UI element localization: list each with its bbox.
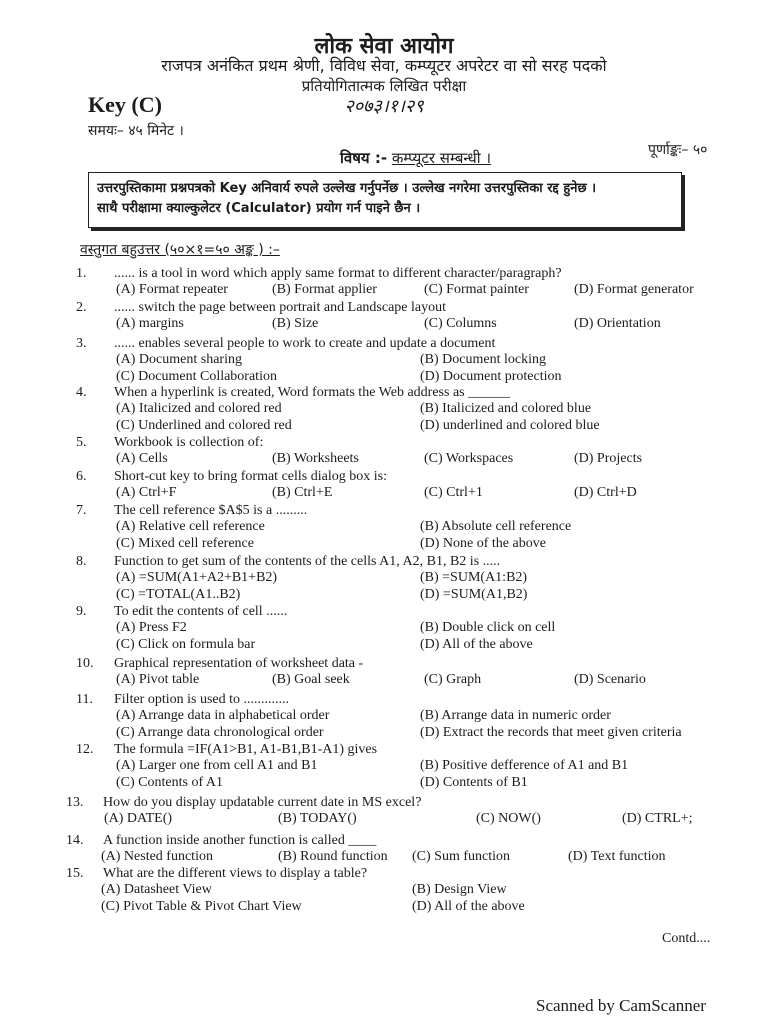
answer-option: (C) Arrange data chronological order bbox=[116, 725, 324, 740]
answer-option: (A) Relative cell reference bbox=[116, 519, 265, 534]
answer-option: (C) Document Collaboration bbox=[116, 369, 277, 384]
answer-option: (B) Ctrl+E bbox=[272, 485, 333, 500]
question-number: 12. bbox=[76, 742, 94, 757]
section-heading: वस्तुगत बहुउत्तर (५०×१=५० अङ्क ) :– bbox=[80, 242, 280, 258]
question-text: What are the different views to display a table? bbox=[103, 866, 368, 881]
question-number: 15. bbox=[66, 866, 84, 881]
answer-option: (B) =SUM(A1:B2) bbox=[420, 570, 528, 585]
answer-option: (B) Italicized and colored blue bbox=[420, 401, 592, 416]
answer-option: (A) Italicized and colored red bbox=[116, 401, 282, 416]
question-number: 7. bbox=[76, 503, 87, 518]
answer-option: (D) =SUM(A1,B2) bbox=[420, 587, 528, 602]
answer-option: (C) Ctrl+1 bbox=[424, 485, 483, 500]
answer-option: (A) DATE() bbox=[104, 811, 173, 826]
answer-option: (D) underlined and colored blue bbox=[420, 418, 600, 433]
subject-label: विषय :- bbox=[340, 149, 388, 167]
answer-option: (D) None of the above bbox=[420, 536, 546, 551]
question-text: To edit the contents of cell ...... bbox=[114, 604, 288, 619]
answer-option: (A) margins bbox=[116, 316, 184, 331]
exam-subtitle-line2: प्रतियोगितात्मक लिखित परीक्षा bbox=[301, 77, 467, 95]
answer-option: (B) Round function bbox=[278, 849, 388, 864]
question-text: The cell reference $A$5 is a ......... bbox=[114, 503, 308, 518]
answer-option: (C) Pivot Table & Pivot Chart View bbox=[101, 899, 302, 914]
question-text: Filter option is used to ............. bbox=[114, 692, 289, 707]
notice-line1: उत्तरपुस्तिकामा प्रश्नपत्रको Key अनिवार्य रुपले उल्लेख गर्नुपर्नेछ । उल्लेख नगरेमा उत्तरपुस्तिका रद्द हुनेछ । bbox=[97, 181, 597, 196]
answer-option: (A) Press F2 bbox=[116, 620, 187, 635]
question-number: 5. bbox=[76, 435, 87, 450]
answer-option: (C) Contents of A1 bbox=[116, 775, 223, 790]
subject-line bbox=[340, 148, 491, 168]
question-text: Graphical representation of worksheet data - bbox=[114, 656, 364, 671]
answer-option: (A) Nested function bbox=[101, 849, 213, 864]
answer-option: (A) Document sharing bbox=[116, 352, 242, 367]
answer-option: (C) =TOTAL(A1..B2) bbox=[116, 587, 241, 602]
handwritten-date: २०७३।१।२९ bbox=[344, 96, 424, 117]
question-number: 9. bbox=[76, 604, 87, 619]
answer-option: (C) Click on formula bar bbox=[116, 637, 256, 652]
question-number: 4. bbox=[76, 385, 87, 400]
question-text: ...... is a tool in word which apply same format to different character/paragraph? bbox=[114, 266, 562, 281]
question-text: ...... enables several people to work to create and update a document bbox=[114, 336, 496, 351]
answer-option: (C) Graph bbox=[424, 672, 482, 687]
answer-option: (A) Pivot table bbox=[116, 672, 200, 687]
answer-option: (B) TODAY() bbox=[278, 811, 357, 826]
answer-option: (D) Text function bbox=[568, 849, 666, 864]
instruction-notice-box bbox=[88, 172, 682, 228]
question-number: 10. bbox=[76, 656, 94, 671]
question-number: 11. bbox=[76, 692, 93, 707]
answer-option: (B) Arrange data in numeric order bbox=[420, 708, 611, 723]
answer-option: (D) CTRL+; bbox=[622, 811, 693, 826]
question-text: How do you display updatable current date in MS excel? bbox=[103, 795, 422, 810]
answer-option: (C) Format painter bbox=[424, 282, 529, 297]
question-number: 14. bbox=[66, 833, 84, 848]
question-text: The formula =IF(A1>B1, A1-B1,B1-A1) gives bbox=[114, 742, 378, 757]
answer-option: (A) Arrange data in alphabetical order bbox=[116, 708, 330, 723]
question-text: Function to get sum of the contents of the cells A1, A2, B1, B2 is ..... bbox=[114, 554, 501, 569]
question-number: 13. bbox=[66, 795, 84, 810]
answer-option: (B) Goal seek bbox=[272, 672, 350, 687]
answer-option: (B) Size bbox=[272, 316, 319, 331]
answer-option: (D) Contents of B1 bbox=[420, 775, 528, 790]
answer-option: (D) Extract the records that meet given criteria bbox=[420, 725, 682, 740]
subject-value: कम्प्यूटर सम्बन्धी । bbox=[391, 149, 492, 167]
answer-option: (D) Format generator bbox=[574, 282, 694, 297]
question-text: Workbook is collection of: bbox=[114, 435, 264, 450]
question-number: 8. bbox=[76, 554, 87, 569]
answer-option: (B) Format applier bbox=[272, 282, 377, 297]
notice-line2: साथै परीक्षामा क्याल्कुलेटर (Calculator) प्रयोग गर्न पाइने छैन । bbox=[97, 201, 421, 216]
answer-option: (C) Mixed cell reference bbox=[116, 536, 254, 551]
exam-subtitle-line1: राजपत्र अनंकित प्रथम श्रेणी, विविध सेवा, कम्प्यूटर अपरेटर वा सो सरह पदको bbox=[161, 56, 607, 75]
scanner-watermark: Scanned by CamScanner bbox=[536, 996, 706, 1015]
answer-option: (A) Ctrl+F bbox=[116, 485, 177, 500]
answer-option: (A) Format repeater bbox=[116, 282, 228, 297]
answer-option: (C) Sum function bbox=[412, 849, 510, 864]
question-text: ...... switch the page between portrait and Landscape layout bbox=[114, 300, 446, 315]
question-number: 2. bbox=[76, 300, 87, 315]
time-allowed: समयः– ४५ मिनेट । bbox=[88, 123, 184, 139]
answer-option: (C) NOW() bbox=[476, 811, 541, 826]
answer-option: (D) Scenario bbox=[574, 672, 646, 687]
answer-option: (D) Ctrl+D bbox=[574, 485, 637, 500]
answer-option: (D) Projects bbox=[574, 451, 643, 466]
answer-option: (A) =SUM(A1+A2+B1+B2) bbox=[116, 570, 278, 585]
question-text: A function inside another function is called ____ bbox=[103, 833, 377, 848]
answer-option: (B) Absolute cell reference bbox=[420, 519, 572, 534]
answer-option: (A) Larger one from cell A1 and B1 bbox=[116, 758, 318, 773]
question-text: When a hyperlink is created, Word formats the Web address as ______ bbox=[114, 385, 511, 400]
answer-option: (B) Worksheets bbox=[272, 451, 359, 466]
question-text: Short-cut key to bring format cells dialog box is: bbox=[114, 469, 387, 484]
answer-option: (D) Document protection bbox=[420, 369, 562, 384]
question-number: 3. bbox=[76, 336, 87, 351]
commission-title: लोक सेवा आयोग bbox=[314, 34, 454, 59]
answer-option: (A) Cells bbox=[116, 451, 168, 466]
answer-option: (C) Workspaces bbox=[424, 451, 514, 466]
answer-option: (B) Document locking bbox=[420, 352, 546, 367]
continued-label: Contd.... bbox=[662, 931, 711, 946]
question-number: 1. bbox=[76, 266, 87, 281]
question-number: 6. bbox=[76, 469, 87, 484]
answer-option: (B) Double click on cell bbox=[420, 620, 556, 635]
answer-option: (D) All of the above bbox=[420, 637, 533, 652]
answer-option: (D) Orientation bbox=[574, 316, 661, 331]
answer-key-label: Key (C) bbox=[88, 92, 162, 117]
answer-option: (D) All of the above bbox=[412, 899, 525, 914]
full-marks: पूर्णाङ्कः– ५० bbox=[648, 142, 708, 158]
answer-option: (B) Positive defference of A1 and B1 bbox=[420, 758, 629, 773]
answer-option: (A) Datasheet View bbox=[101, 882, 212, 897]
answer-option: (C) Underlined and colored red bbox=[116, 418, 292, 433]
answer-option: (C) Columns bbox=[424, 316, 497, 331]
answer-option: (B) Design View bbox=[412, 882, 507, 897]
